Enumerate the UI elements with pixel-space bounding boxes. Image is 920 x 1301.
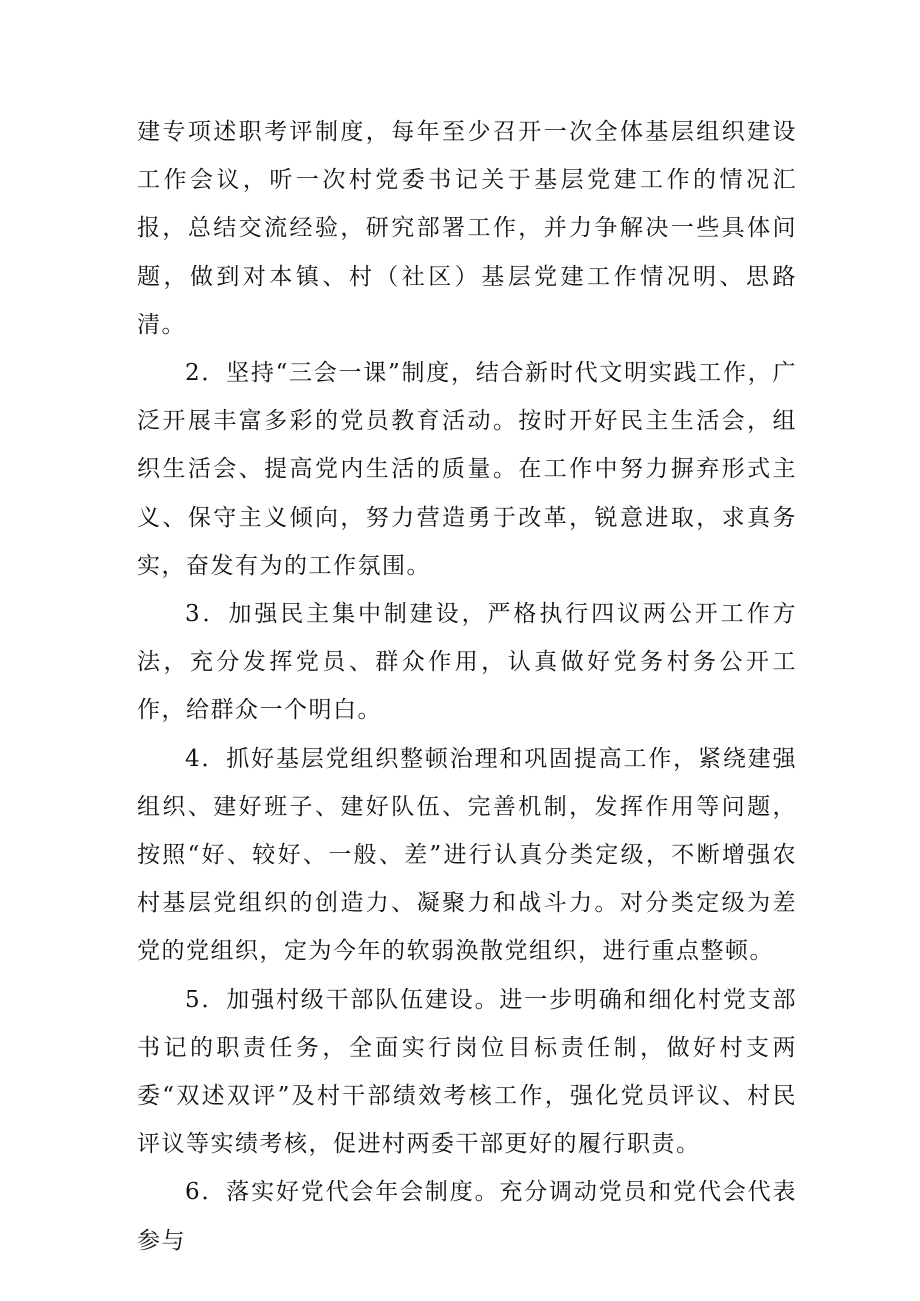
document-body: [137, 108, 797, 1265]
paragraph-item-5: 5．加强村级干部队伍建设。进一步明确和细化村党支部书记的职责任务，全面实行岗位目标责任制，做好村支两委“双述双评”及村干部绩效考核工作，强化党员评议、村民评议等实绩考核，促进村两委干部更好的履行职责。: [137, 986, 797, 1158]
paragraph-item-4: 4．抓好基层党组织整顿治理和巩固提高工作，紧绕建强组织、建好班子、建好队伍、完善机制，发挥作用等问题，按照“好、较好、一般、差”进行认真分类定级，不断增强农村基层党组织的创造力、凝聚力和战斗力。对分类定级为差党的党组织，定为今年的软弱涣散党组织，进行重点整顿。: [137, 745, 797, 965]
paragraph-item-3: 3．加强民主集中制建设，严格执行四议两公开工作方法，充分发挥党员、群众作用，认真做好党务村务公开工作，给群众一个明白。: [137, 601, 797, 724]
paragraph-item-6: 6．落实好党代会年会制度。充分调动党员和党代会代表参与: [137, 1179, 797, 1254]
paragraph-item-2: 2．坚持“三会一课”制度，结合新时代文明实践工作，广泛开展丰富多彩的党员教育活动。按时开好民主生活会，组织生活会、提高党内生活的质量。在工作中努力摒弃形式主义、保守主义倾向，努力营造勇于改革，锐意进取，求真务实，奋发有为的工作氛围。: [137, 360, 797, 579]
paragraph-continuation: 建专项述职考评制度，每年至少召开一次全体基层组织建设工作会议，听一次村党委书记关于基层党建工作的情况汇报，总结交流经验，研究部署工作，并力争解决一些具体问题，做到对本镇、村（社区）基层党建工作情况明、思路清。: [137, 119, 797, 338]
